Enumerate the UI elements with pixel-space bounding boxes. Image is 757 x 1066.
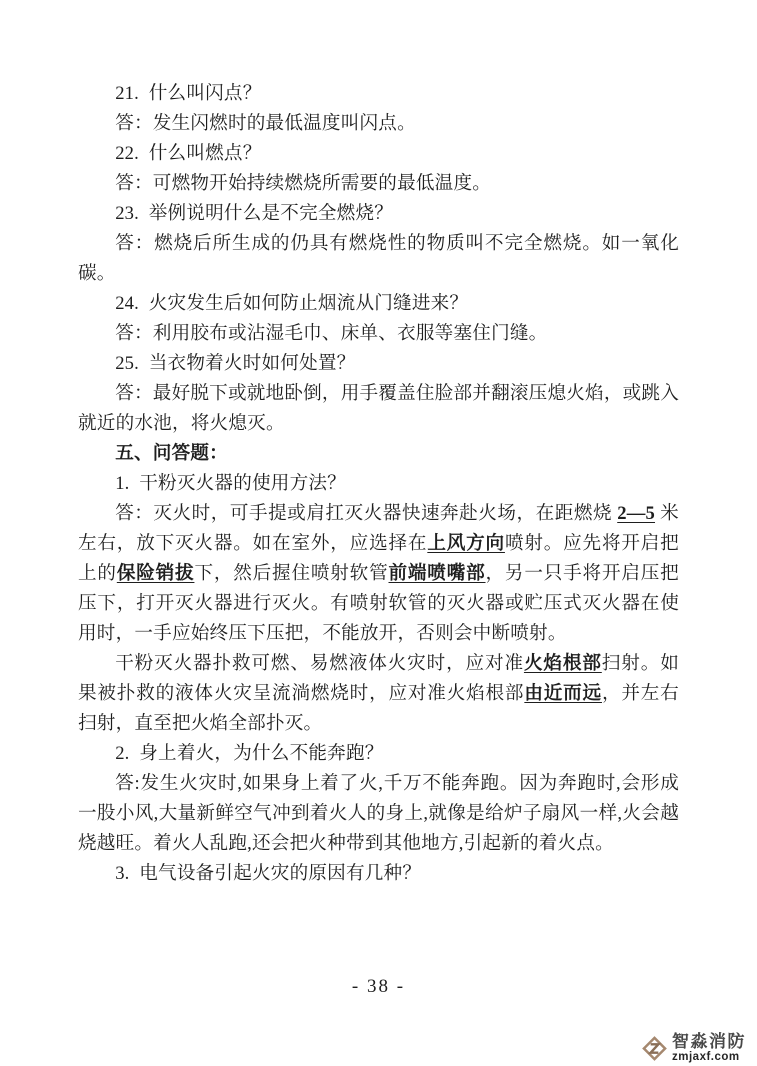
emphasized-text: 上风方向 (427, 533, 505, 554)
paragraph (78, 79, 679, 109)
document-body (78, 79, 679, 889)
text-segment: 答：最好脱下或就地卧倒，用手覆盖住脸部并翻滚压熄火焰，或跳入就近的水池，将火熄灭。 (78, 383, 680, 434)
text-segment: 米左右，放下灭火器。如在室外，应选择在 (78, 503, 679, 554)
emphasized-text: 保险销拔 (116, 563, 195, 584)
paragraph (78, 739, 679, 769)
emphasized-text: 火焰根部 (523, 653, 602, 674)
text-segment: 答：可燃物开始持续燃烧所需要的最低温度。 (115, 173, 492, 194)
diamond-z-logo-icon (642, 1036, 667, 1061)
paragraph (78, 289, 679, 319)
paragraph (78, 319, 679, 349)
text-segment: 答：灭火时，可手提或肩扛灭火器快速奔赴火场，在距燃烧 (115, 503, 618, 524)
paragraph (78, 199, 679, 229)
text-segment: 干粉灭火器扑救可燃、易燃液体火灾时，应对准 (115, 653, 524, 674)
paragraph (78, 649, 679, 739)
text-segment: ，另一只手将开启压把压下，打开灭火器进行灭火。有喷射软管的灭火器或贮压式灭火器在使用时，一手应始终压下压把，不能放开，否则会中断喷射。 (78, 563, 679, 644)
paragraph (78, 229, 679, 289)
text-segment: 24. 火灾发生后如何防止烟流从门缝进来？ (115, 293, 469, 314)
text-segment: 答：利用胶布或沾湿毛巾、床单、衣服等塞住门缝。 (115, 323, 548, 344)
watermark-brand-name: 智淼消防 (672, 1032, 746, 1052)
emphasized-text: 前端喷嘴部 (388, 563, 486, 584)
watermark-text (672, 1033, 746, 1063)
paragraph (78, 379, 679, 439)
emphasized-text: 2—5 (617, 503, 656, 524)
text-segment: 下，然后握住喷射软管 (194, 563, 389, 584)
paragraph (78, 109, 679, 139)
paragraph (78, 139, 679, 169)
text-segment: 22. 什么叫燃点？ (115, 143, 262, 164)
paragraph (78, 169, 679, 199)
paragraph (78, 349, 679, 379)
text-segment: 3. 电气设备引起火灾的原因有几种？ (115, 863, 422, 884)
text-segment: 扫射。如果被扑救的液体火灾呈流淌燃烧时，应对准火焰根部 (78, 653, 679, 704)
page-number: - 38 - (351, 976, 406, 997)
text-segment: 1. 干粉灭火器的使用方法？ (115, 473, 346, 494)
watermark (642, 1033, 746, 1063)
text-segment: 25. 当衣物着火时如何处置？ (115, 353, 356, 374)
text-segment: ，并左右扫射，直至把火焰全部扑灭。 (78, 683, 679, 734)
text-segment: 答:发生火灾时,如果身上着了火,千万不能奔跑。因为奔跑时,会形成一股小风,大量新鲜空气冲到着火人的身上,就像是给炉子扇风一样,火会越烧越旺。着火人乱跑,还会把火种带到其他地方,引起新的着火点。 (78, 773, 679, 854)
text-segment: 五、问答题： (115, 443, 228, 464)
emphasized-text: 由近而远 (524, 683, 602, 704)
paragraph (78, 499, 679, 649)
text-segment: 2. 身上着火，为什么不能奔跑？ (115, 743, 384, 764)
paragraph (78, 769, 679, 859)
text-segment: 喷射。应先将开启把上的 (78, 533, 679, 584)
watermark-domain: zmjaxf.com (672, 1050, 740, 1063)
section-heading (78, 439, 679, 469)
text-segment: 23. 举例说明什么是不完全燃烧？ (115, 203, 394, 224)
text-segment: 答：燃烧后所生成的仍具有燃烧性的物质叫不完全燃烧。如一氧化碳。 (78, 233, 679, 284)
text-segment: 21. 什么叫闪点？ (115, 83, 262, 104)
paragraph (78, 469, 679, 499)
paragraph (78, 859, 679, 889)
text-segment: 答：发生闪燃时的最低温度叫闪点。 (115, 113, 416, 134)
